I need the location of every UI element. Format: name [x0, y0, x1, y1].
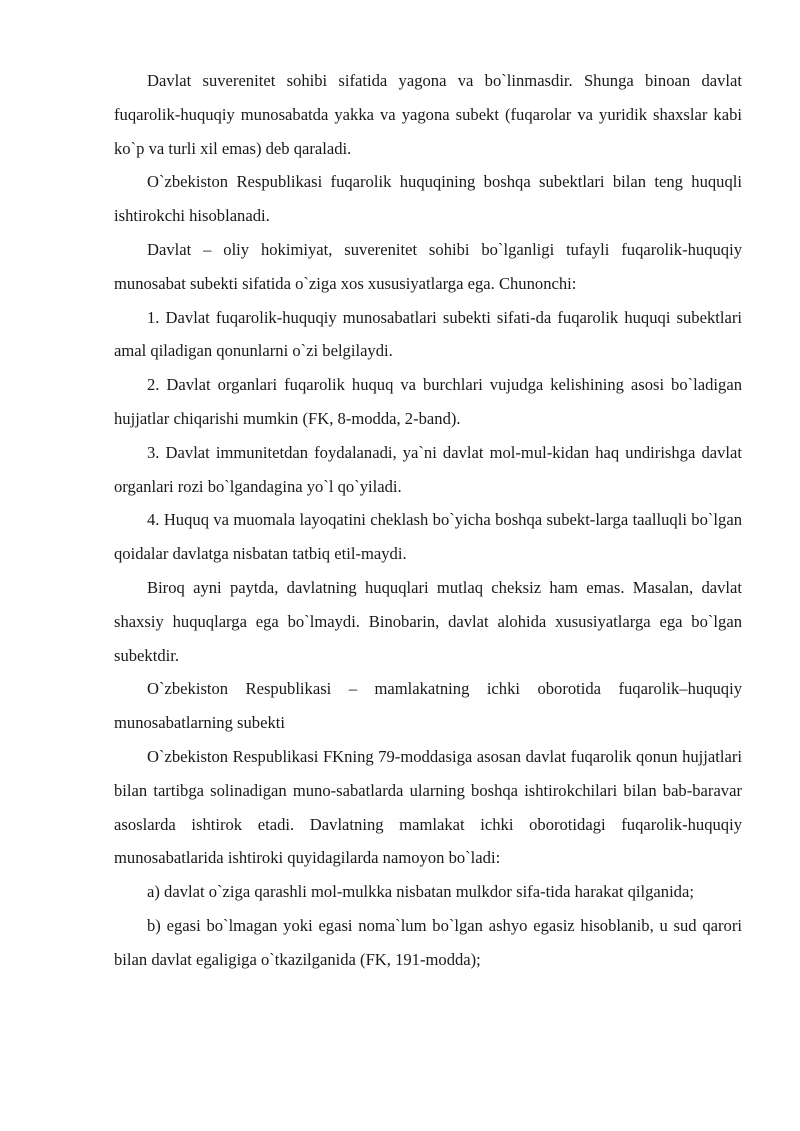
section-heading: O`zbekiston Respublikasi – mamlakatning ichki oborotida fuqarolik–huquqiy munosabatlarning subekti [114, 679, 742, 733]
paragraph-8: Biroq ayni paytda, davlatning huquqlari mutlaq cheksiz ham emas. Masalan, davlat shaxsiy huquqlarga ega bo`lmaydi. Binobarin, davlat alohida xususiyatlarga ega bo`lgan subektdir. [114, 577, 742, 665]
document-page [114, 64, 742, 977]
paragraph-1: Davlat suverenitet sohibi sifatida yagona va bo`linmasdir. Shunga binoan davlat fuqarolik-huquqiy munosabatda yakka va yagona subekt (fuqarolar va yuridik shaxslar kabi ko`p va turli xil emas) deb qaraladi. [114, 71, 742, 158]
list-item-4: 4. Huquq va muomala layoqatini cheklash bo`yicha boshqa subekt-larga taalluqli bo`lgan qoidalar davlatga nisbatan tatbiq etil-maydi. [114, 510, 742, 564]
paragraph-3: Davlat – oliy hokimiyat, suverenitet sohibi bo`lganligi tufayli fuqarolik-huquqiy munosabat subekti sifatida o`ziga xos xususiyatlarga ega. Chunonchi: [114, 239, 742, 293]
list-item-1: 1. Davlat fuqarolik-huquqiy munosabatlari subekti sifati-da fuqarolik huquqi subektlari amal qiladigan qonunlarni o`zi belgilaydi. [114, 307, 742, 361]
paragraph-10: O`zbekiston Respublikasi FKning 79-moddasiga asosan davlat fuqarolik qonun hujjatlari bilan tartibga solinadigan muno-sabatlarda ularning boshqa ishtirokchilari bilan bab-baravar asoslarda ishtirok etadi. Davlatning mamlakat ichki oborotidagi fuqarolik-huquqiy munosabatlarida ishtiroki quyidagilarda namoyon bo`ladi: [114, 746, 742, 868]
paragraph-2: O`zbekiston Respublikasi fuqarolik huquqining boshqa subektlari bilan teng huquqli ishtirokchi hisoblanadi. [114, 172, 742, 226]
list-item-3: 3. Davlat immunitetdan foydalanadi, ya`ni davlat mol-mul-kidan haq undirishga davlat organlari rozi bo`lgandagina yo`l qo`yiladi. [114, 442, 742, 496]
list-item-2: 2. Davlat organlari fuqarolik huquq va burchlari vujudga kelishining asosi bo`ladigan hujjatlar chiqarishi mumkin (FK, 8-modda, 2-band). [114, 375, 742, 428]
list-item-a: a) davlat o`ziga qarashli mol-mulkka nisbatan mulkdor sifa-tida harakat qilganida; [147, 882, 694, 902]
list-item-b: b) egasi bo`lmagan yoki egasi noma`lum bo`lgan ashyo egasiz hisoblanib, u sud qarori bilan davlat egaligiga o`tkazilganida (FK, 191-modda); [114, 915, 742, 969]
